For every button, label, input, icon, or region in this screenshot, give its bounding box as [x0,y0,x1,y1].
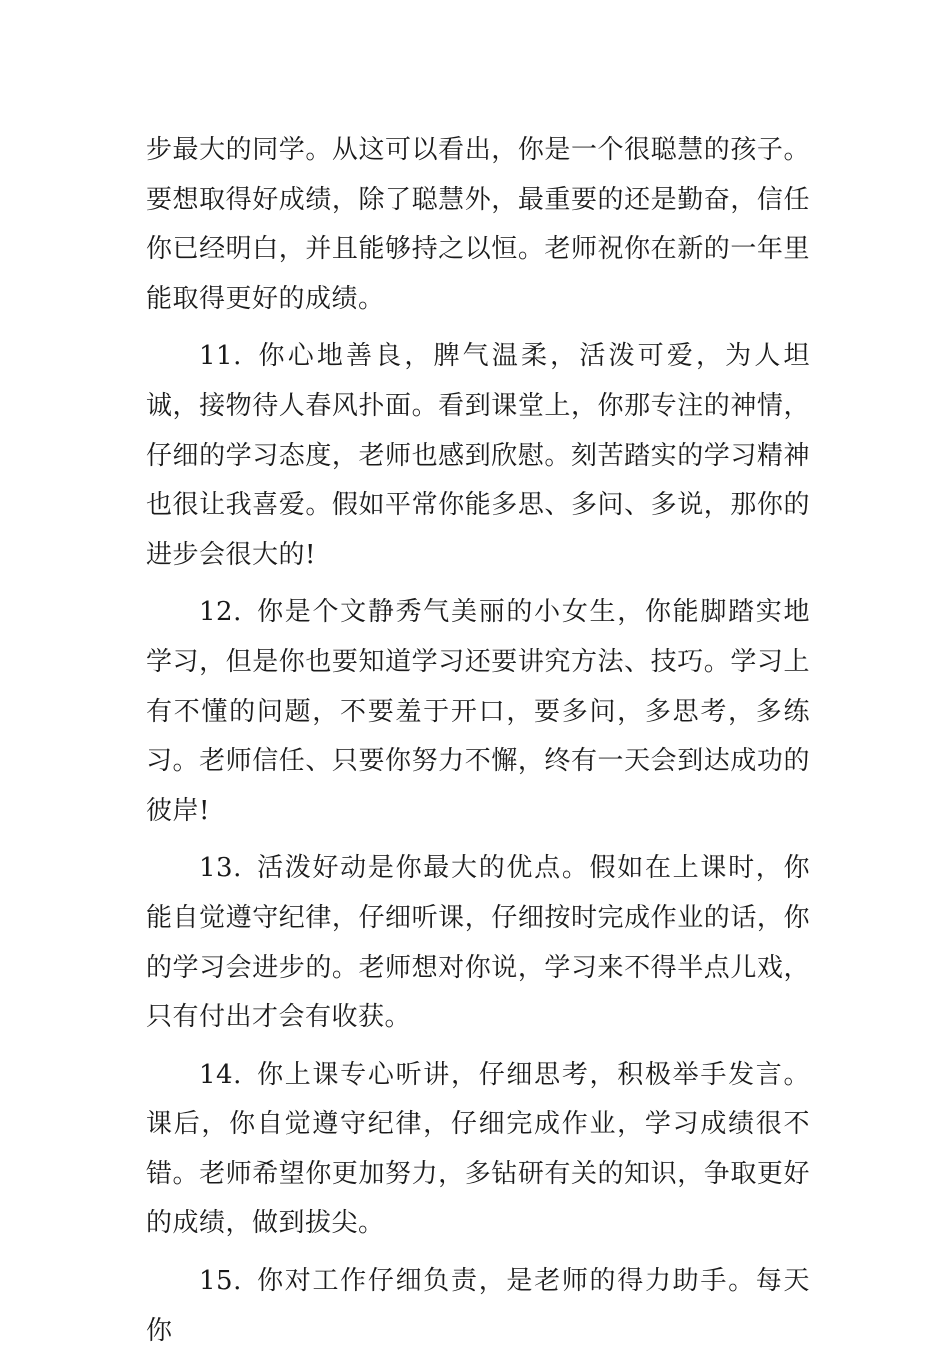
paragraph-item-12 [146,588,810,836]
paragraph-number: 11. [199,341,242,372]
paragraph-number: 12. [199,597,242,628]
paragraph-item-14 [146,1051,810,1249]
paragraph-text: 你对工作仔细负责，是老师的得力助手。每天你 [146,1266,810,1346]
paragraph-text: 你心地善良，脾气温柔，活泼可爱，为人坦诚，接物待人春风扑面。看到课堂上，你那专注的神情，仔细的学习态度，老师也感到欣慰。刻苦踏实的学习精神也很让我喜爱。假如平常你能多思、多问、多说，那你的进步会很大的! [146,341,810,570]
document-body [146,126,810,1356]
paragraph-number: 14. [199,1059,242,1090]
paragraph-text: 你上课专心听讲，仔细思考，积极举手发言。课后，你自觉遵守纪律，仔细完成作业，学习成绩很不错。老师希望你更加努力，多钻研有关的知识，争取更好的成绩，做到拔尖。 [146,1059,810,1239]
paragraph-item-15 [146,1257,810,1356]
paragraph-text: 步最大的同学。从这可以看出，你是一个很聪慧的孩子。要想取得好成绩，除了聪慧外，最重要的还是勤奋，信任你已经明白，并且能够持之以恒。老师祝你在新的一年里能取得更好的成绩。 [146,135,810,314]
paragraph-continuation [146,126,810,324]
paragraph-text: 活泼好动是你最大的优点。假如在上课时，你能自觉遵守纪律，仔细听课，仔细按时完成作业的话，你的学习会进步的。老师想对你说，学习来不得半点儿戏，只有付出才会有收获。 [146,853,810,1033]
paragraph-text: 你是个文静秀气美丽的小女生，你能脚踏实地学习，但是你也要知道学习还要讲究方法、技巧。学习上有不懂的问题，不要羞于开口，要多问，多思考，多练习。老师信任、只要你努力不懈，终有一天会到达成功的彼岸! [146,597,810,826]
paragraph-number: 13. [199,853,242,884]
paragraph-item-13 [146,844,810,1042]
paragraph-number: 15. [199,1266,242,1297]
paragraph-item-11 [146,332,810,580]
